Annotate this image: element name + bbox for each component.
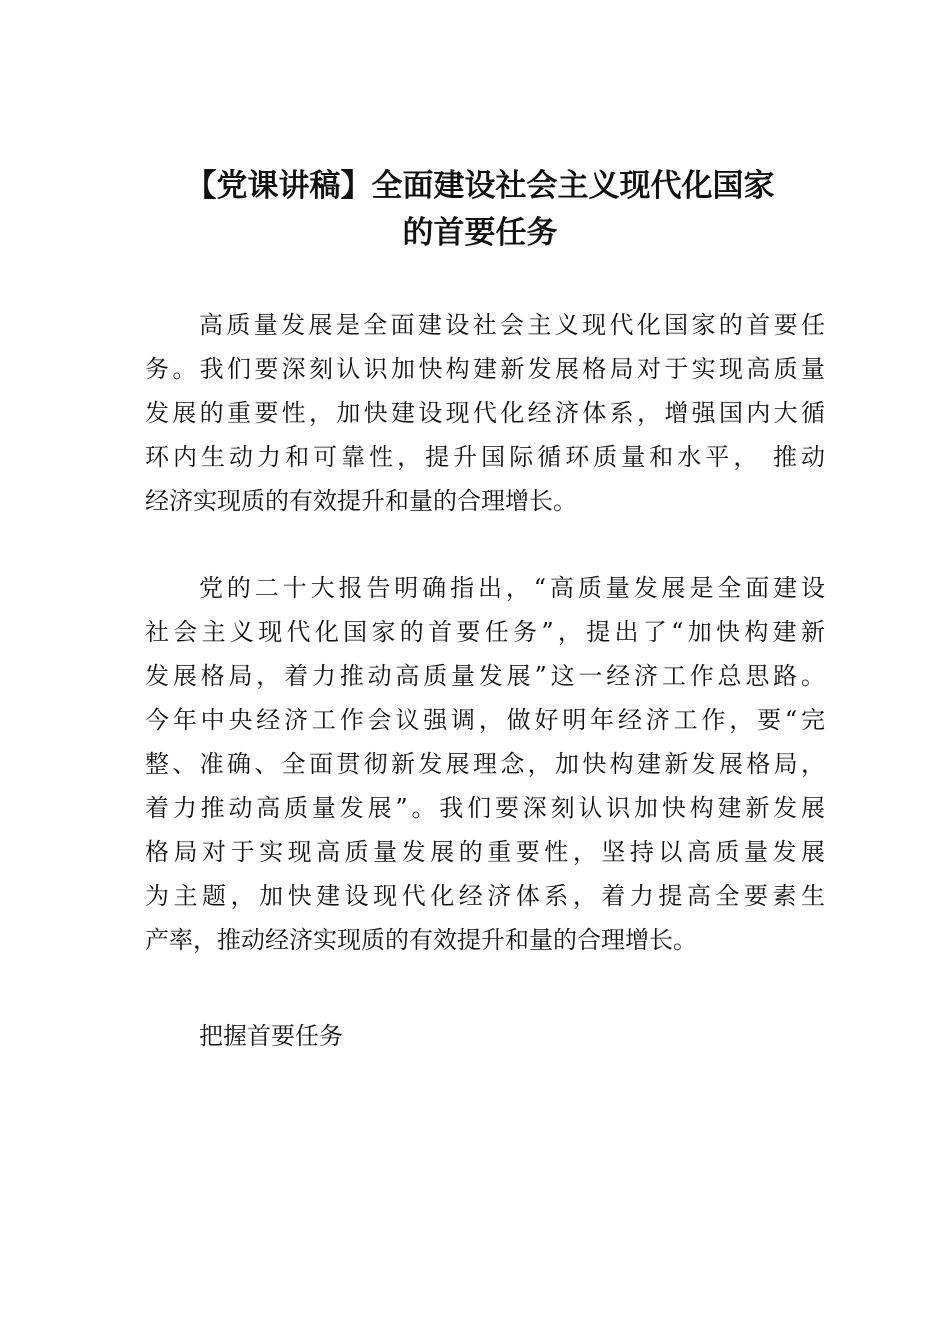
title-line-1: 【党课讲稿】全面建设社会主义现代化国家 bbox=[185, 168, 775, 204]
paragraph-2-line-9: 产率，推动经济实现质的有效提升和量的合理增长。 bbox=[145, 926, 697, 954]
paragraph-1-line-1: 高质量发展是全面建设社会主义现代化国家的首要任 bbox=[199, 311, 825, 339]
paragraph-1-line-3: 发展的重要性，加快建设现代化经济体系，增强国内大循 bbox=[145, 399, 825, 427]
paragraph-2 bbox=[145, 566, 825, 962]
paragraph-2-line-5: 整、准确、全面贯彻新发展理念，加快构建新发展格局， bbox=[145, 750, 825, 778]
section-heading: 把握首要任务 bbox=[199, 1022, 343, 1050]
paragraph-2-line-6: 着力推动高质量发展”。我们要深刻认识加快构建新发展 bbox=[145, 794, 825, 822]
paragraph-2-line-3: 发展格局，着力推动高质量发展”这一经济工作总思路。 bbox=[145, 662, 825, 690]
title-line-2: 的首要任务 bbox=[402, 215, 558, 251]
paragraph-2-line-4: 今年中央经济工作会议强调，做好明年经济工作，要“完 bbox=[145, 706, 825, 734]
document-title bbox=[140, 163, 820, 257]
paragraph-2-line-7: 格局对于实现高质量发展的重要性，坚持以高质量发展 bbox=[145, 838, 825, 866]
paragraph-2-line-1: 党的二十大报告明确指出，“高质量发展是全面建设 bbox=[199, 574, 825, 602]
paragraph-1-line-5: 经济实现质的有效提升和量的合理增长。 bbox=[145, 487, 577, 515]
paragraph-2-line-2: 社会主义现代化国家的首要任务”，提出了“加快构建新 bbox=[145, 618, 825, 646]
paragraph-1-line-2: 务。我们要深刻认识加快构建新发展格局对于实现高质量 bbox=[145, 355, 825, 383]
paragraph-2-line-8: 为主题，加快建设现代化经济体系，着力提高全要素生 bbox=[145, 882, 825, 910]
paragraph-1 bbox=[145, 303, 825, 523]
paragraph-1-line-4: 环内生动力和可靠性，提升国际循环质量和水平， 推动 bbox=[145, 443, 825, 471]
